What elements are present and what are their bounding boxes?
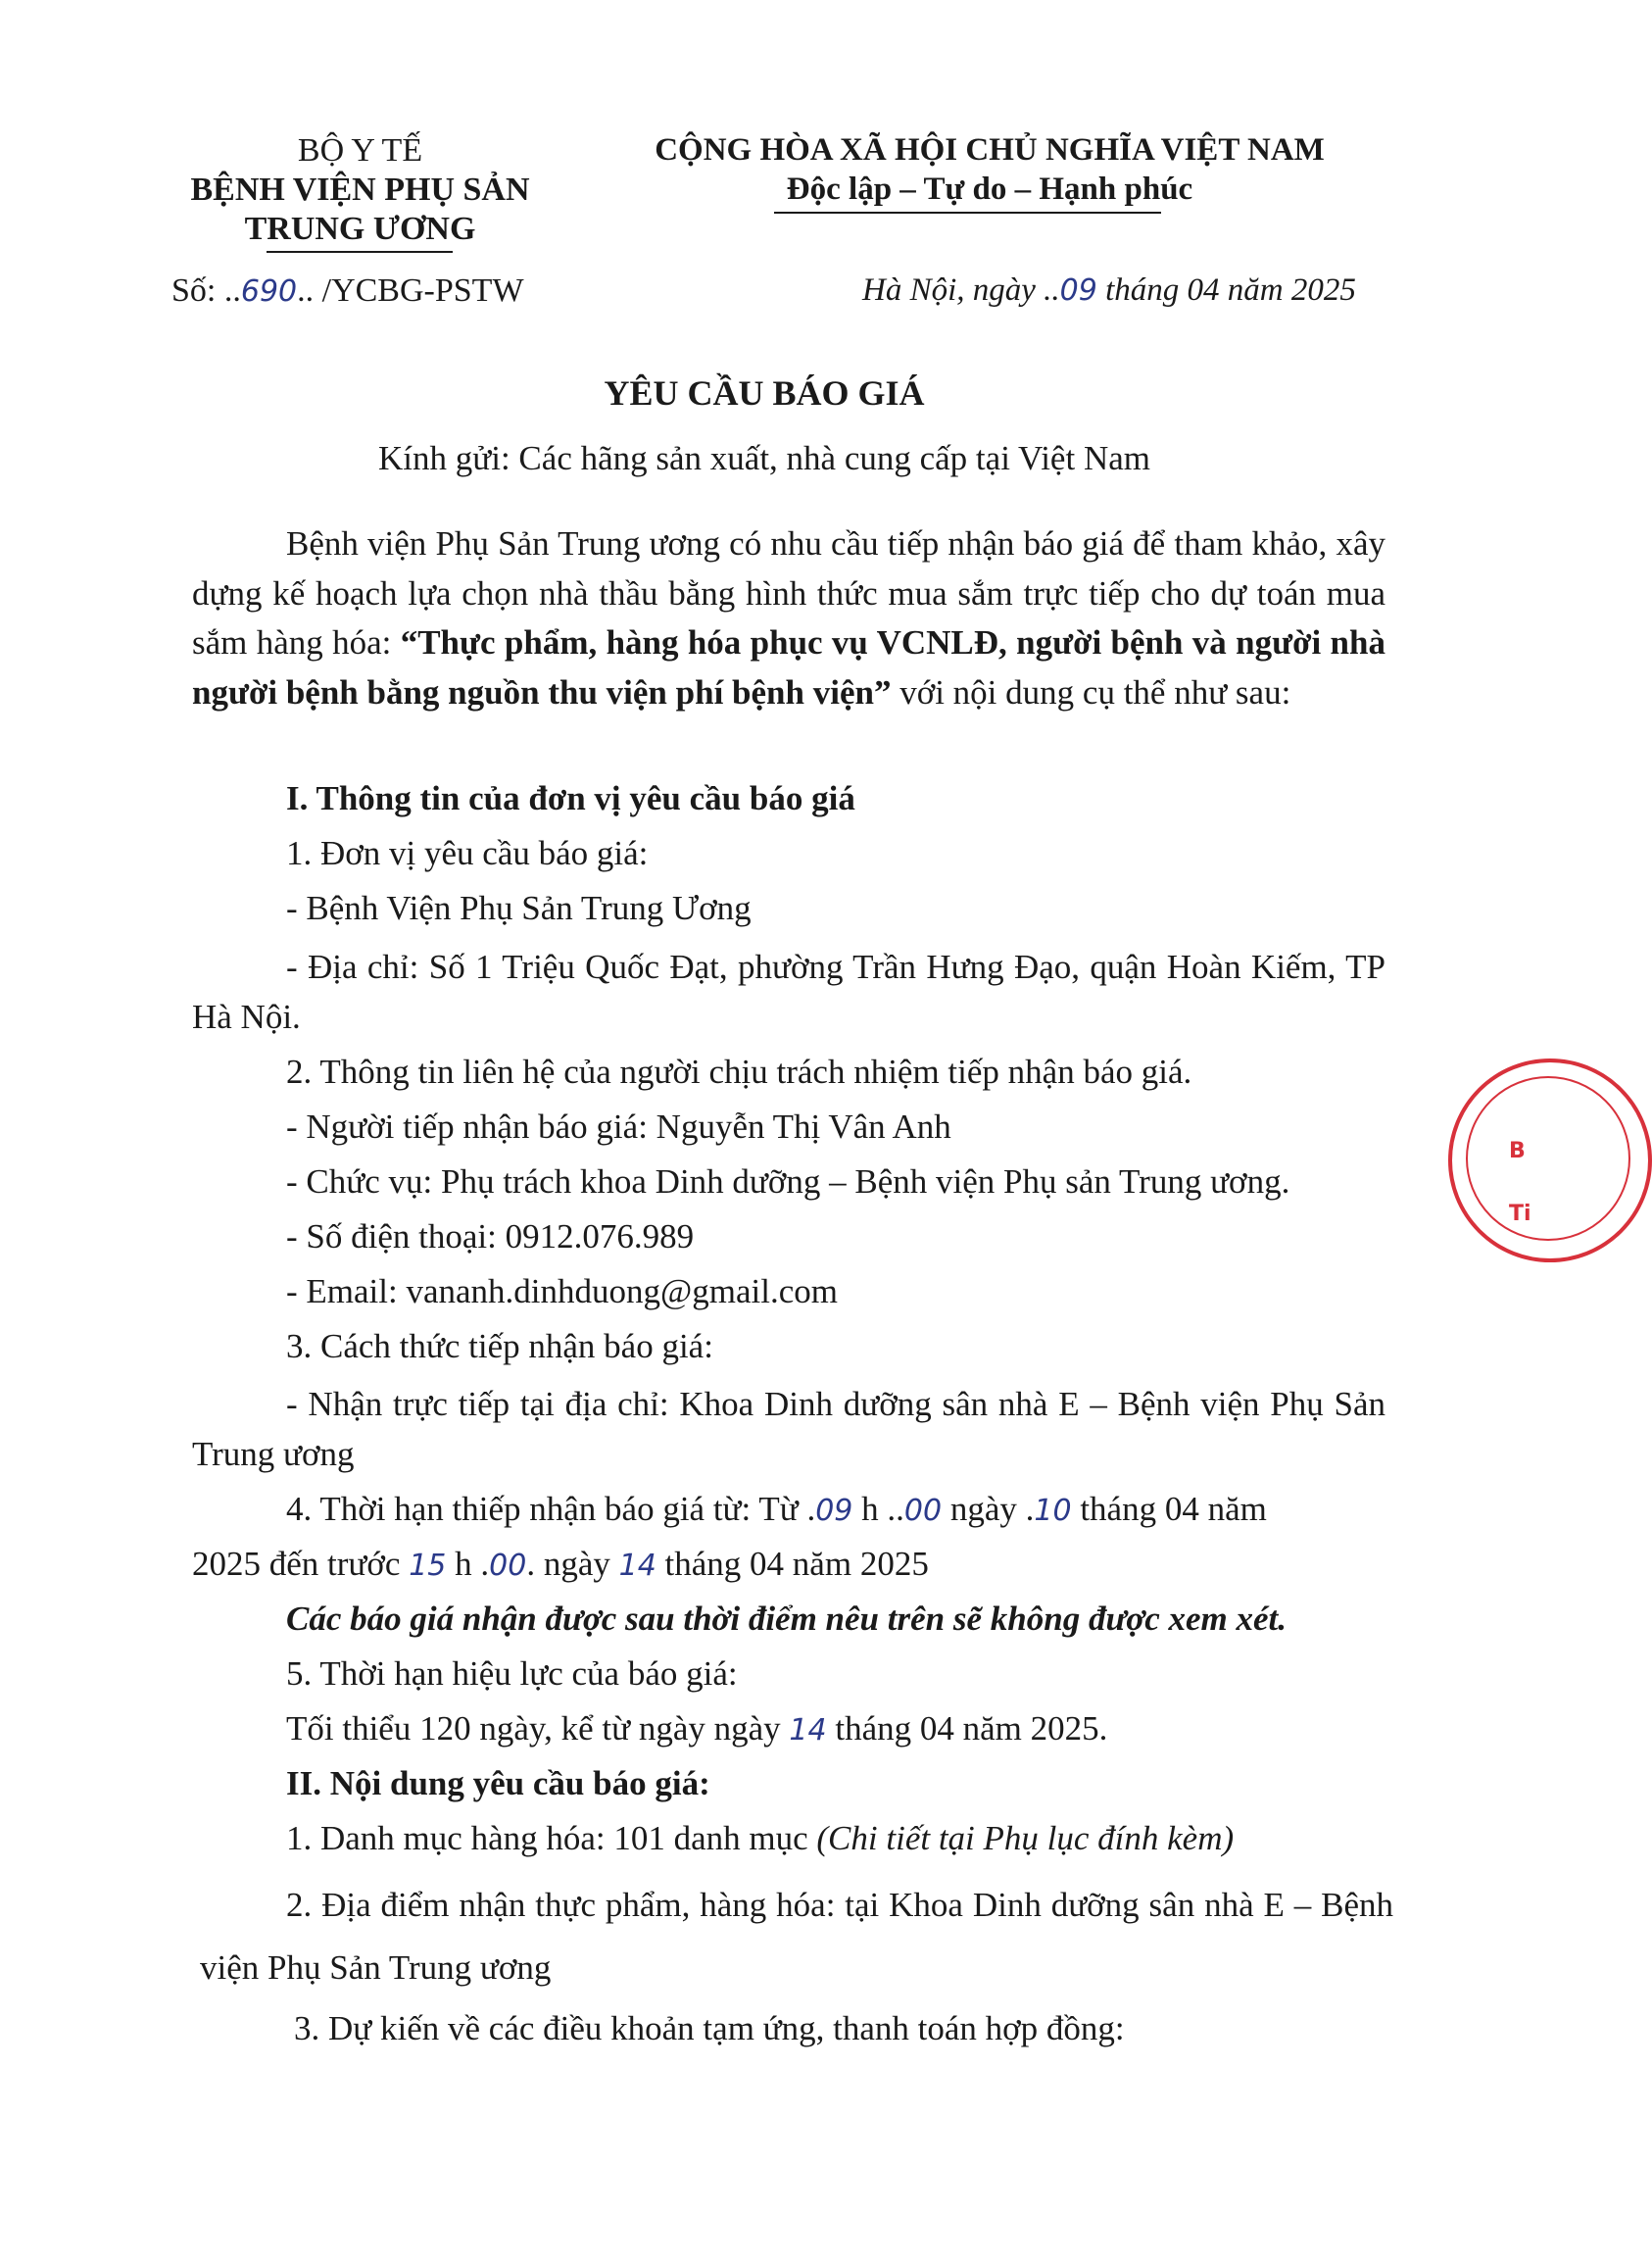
receive-method: - Nhận trực tiếp tại địa chỉ: Khoa Dinh dưỡng sân nhà E – Bệnh viện Phụ Sản Trung ương [192, 1385, 1385, 1473]
section1-item5: 5. Thời hạn hiệu lực của báo giá: [286, 1654, 738, 1693]
section2-item2: 2. Địa điểm nhận thực phẩm, hàng hóa: tại Khoa Dinh dưỡng sân nhà E – Bệnh viện Phụ Sản Trung ương [200, 1886, 1393, 1987]
section1-item1: 1. Đơn vị yêu cầu báo giá: [286, 834, 649, 872]
hospital-underline [267, 251, 453, 253]
item4-day2: 14 [618, 1549, 656, 1583]
section1-item4-line1 [286, 1490, 1267, 1529]
validity-text-b: tháng 04 năm 2025. [826, 1709, 1108, 1748]
intro-ending: với nội dung cụ thể như sau: [891, 672, 1291, 712]
date-day-handwritten: 09 [1059, 273, 1097, 308]
item4-text-h: tháng 04 năm 2025 [656, 1545, 929, 1583]
stamp-text-1: B [1509, 1139, 1526, 1163]
section1-item4-line2 [192, 1545, 929, 1584]
official-stamp [1448, 1059, 1652, 1262]
section1-item3: 3. Cách thức tiếp nhận báo giá: [286, 1327, 713, 1365]
section1-heading: I. Thông tin của đơn vị yêu cầu báo giá [286, 779, 855, 817]
intro-procurement-name: “Thực phẩm, hàng hóa phục vụ VCNLĐ, người bệnh và người nhà người bệnh bằng nguồn thu viện phí bệnh viện” [192, 623, 1385, 712]
ministry-name: BỘ Y TẾ [297, 132, 423, 169]
ref-suffix: .. /YCBG-PSTW [297, 272, 524, 309]
item4-hour2: 15 [409, 1549, 447, 1583]
receiver-position: - Chức vụ: Phụ trách khoa Dinh dưỡng – Bệnh viện Phụ sản Trung ương. [286, 1162, 1290, 1201]
unit-name: - Bệnh Viện Phụ Sản Trung Ương [286, 889, 752, 927]
item4-text-a: 4. Thời hạn thiếp nhận báo giá từ: Từ . [286, 1490, 816, 1528]
ref-number-handwritten: 690 [240, 274, 298, 309]
stamp-inner-ring [1466, 1076, 1630, 1241]
unit-address: - Địa chỉ: Số 1 Triệu Quốc Đạt, phường Trần Hưng Đạo, quận Hoàn Kiếm, TP Hà Nội. [192, 948, 1385, 1036]
item1-note: (Chi tiết tại Phụ lục đính kèm) [816, 1819, 1235, 1857]
intro-paragraph [192, 519, 1385, 717]
document-title: YÊU CẦU BÁO GIÁ [604, 373, 925, 413]
hospital-name-line1: BỆNH VIỆN PHỤ SẢN [190, 172, 530, 208]
section2-heading: II. Nội dung yêu cầu báo giá: [286, 1764, 710, 1802]
hospital-name-line2: TRUNG ƯƠNG [244, 211, 476, 247]
item4-minute1: 00 [903, 1494, 943, 1528]
item4-hour1: 09 [815, 1494, 853, 1528]
stamp-text-2: Ti [1509, 1202, 1531, 1226]
item4-text-g: . ngày [526, 1545, 619, 1583]
receiver-name: - Người tiếp nhận báo giá: Nguyễn Thị Vân Anh [286, 1108, 951, 1146]
validity-day: 14 [789, 1713, 827, 1748]
recipient-line: Kính gửi: Các hãng sản xuất, nhà cung cấp tại Việt Nam [378, 439, 1150, 477]
item4-text-c: ngày . [942, 1490, 1035, 1528]
national-title: CỘNG HÒA XÃ HỘI CHỦ NGHĨA VIỆT NAM [655, 132, 1325, 168]
motto-underline [774, 212, 1161, 214]
intro-text: Bệnh viện Phụ Sản Trung ương có nhu cầu tiếp nhận báo giá để tham khảo, xây dựng kế hoạch lựa chọn nhà thầu bằng hình thức mua sắm trực tiếp cho dự toán mua sắm hàng hóa: [192, 524, 1385, 662]
section2-item3: 3. Dự kiến về các điều khoản tạm ứng, thanh toán hợp đồng: [294, 2009, 1125, 2047]
date-prefix: Hà Nội, ngày .. [862, 272, 1060, 308]
item4-day1: 10 [1034, 1494, 1072, 1528]
receiver-email: - Email: vananh.dinhduong@gmail.com [286, 1272, 838, 1310]
item4-text-b: h .. [852, 1490, 904, 1528]
national-motto: Độc lập – Tự do – Hạnh phúc [786, 172, 1193, 207]
validity-period [286, 1709, 1107, 1748]
section2-item1 [286, 1819, 1234, 1858]
section1-item2: 2. Thông tin liên hệ của người chịu trách nhiệm tiếp nhận báo giá. [286, 1053, 1192, 1091]
issue-date [862, 272, 1356, 309]
late-submission-note: Các báo giá nhận được sau thời điểm nêu trên sẽ không được xem xét. [286, 1600, 1287, 1638]
reference-number [171, 272, 524, 310]
item4-text-d: tháng 04 năm [1071, 1490, 1267, 1528]
validity-text-a: Tối thiểu 120 ngày, kể từ ngày ngày [286, 1709, 790, 1748]
date-suffix: tháng 04 năm 2025 [1096, 272, 1356, 308]
item4-text-f: h . [446, 1545, 490, 1583]
ref-prefix: Số: .. [171, 272, 241, 309]
item1-text: 1. Danh mục hàng hóa: 101 danh mục [286, 1819, 817, 1857]
item4-minute2: 00 [489, 1549, 527, 1583]
item4-text-e: 2025 đến trước [192, 1545, 410, 1583]
receiver-phone: - Số điện thoại: 0912.076.989 [286, 1217, 695, 1256]
